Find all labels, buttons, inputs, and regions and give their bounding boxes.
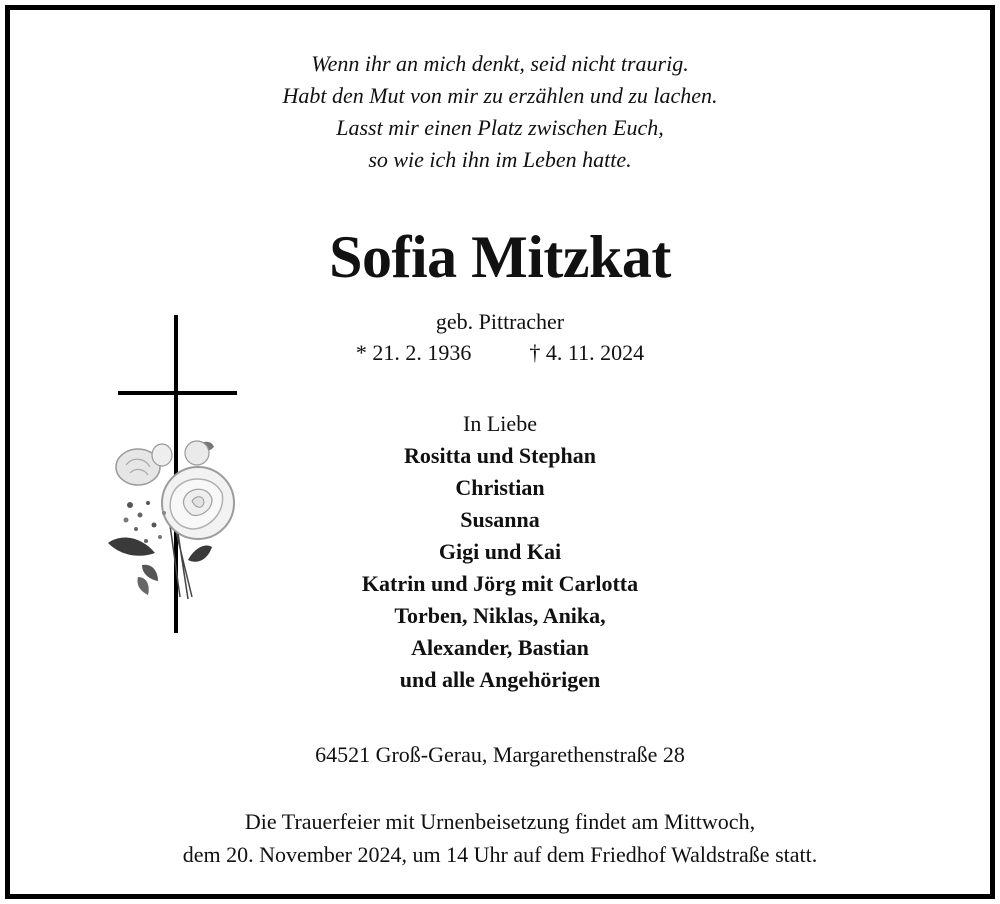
deceased-name: Sofia Mitzkat xyxy=(329,224,671,290)
poem-line: Wenn ihr an mich denkt, seid nicht traurig. xyxy=(311,51,689,76)
mourner-line: Katrin und Jörg mit Carlotta xyxy=(361,571,639,596)
mourners-list xyxy=(10,440,990,696)
mourner-line: Rositta und Stephan xyxy=(404,443,596,468)
poem xyxy=(10,48,990,176)
mourner-line: Gigi und Kai xyxy=(438,539,562,564)
mourner-line: und alle Angehörigen xyxy=(399,667,601,692)
family-address: 64521 Groß-Gerau, Margarethenstraße 28 xyxy=(315,742,685,767)
service-line: Die Trauerfeier mit Urnenbeisetzung findet am Mittwoch, xyxy=(244,809,756,834)
mourner-line: Torben, Niklas, Anika, xyxy=(394,603,606,628)
funeral-service-notice xyxy=(10,805,990,871)
birth-name: geb. Pittracher xyxy=(435,309,565,334)
service-line: dem 20. November 2024, um 14 Uhr auf dem Friedhof Waldstraße statt. xyxy=(182,842,818,867)
mourner-line: Alexander, Bastian xyxy=(411,635,589,660)
mourner-line: Christian xyxy=(455,475,545,500)
poem-line: Lasst mir einen Platz zwischen Euch, xyxy=(336,115,664,140)
mourners-intro: In Liebe xyxy=(463,411,537,436)
poem-line: Habt den Mut von mir zu erzählen und zu lachen. xyxy=(282,83,718,108)
birth-date: * 21. 2. 1936 xyxy=(355,340,472,365)
death-date: † 4. 11. 2024 xyxy=(529,340,645,365)
poem-line: so wie ich ihn im Leben hatte. xyxy=(368,147,632,172)
mourner-line: Susanna xyxy=(460,507,540,532)
obituary-frame xyxy=(5,5,995,899)
